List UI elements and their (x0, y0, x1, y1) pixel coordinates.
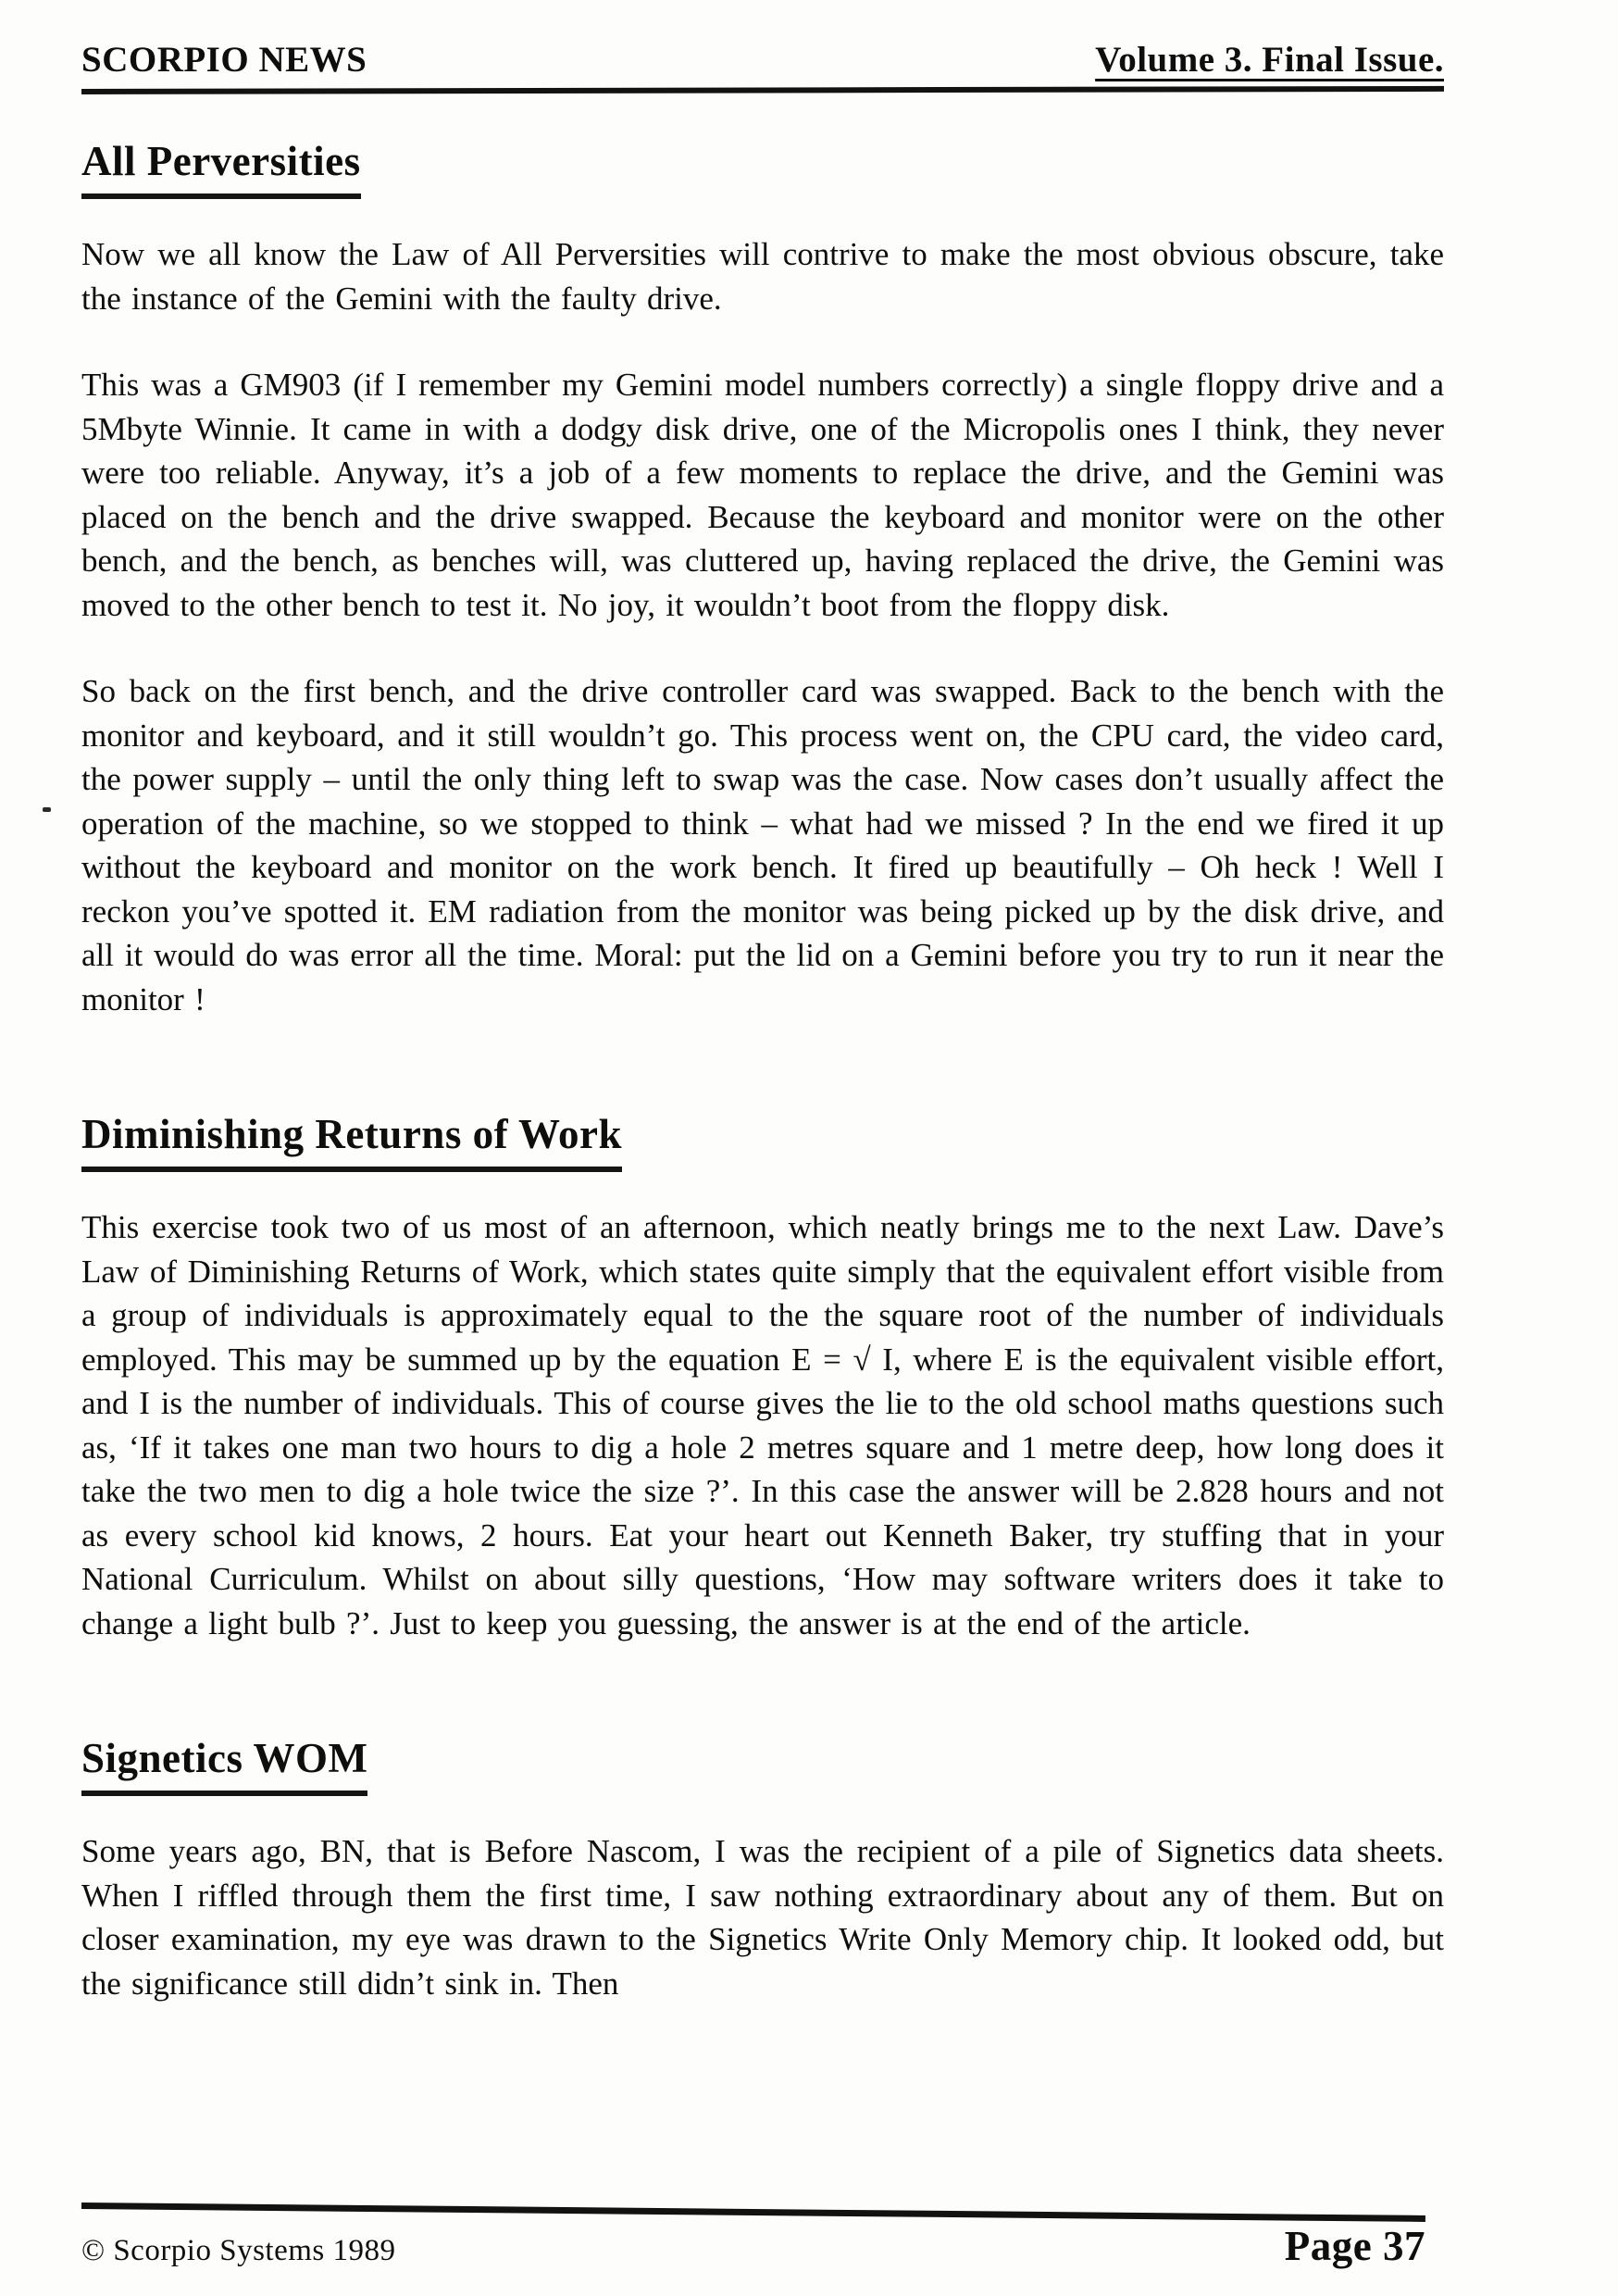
paragraph: Some years ago, BN, that is Before Nascom, I was the recipient of a pile of Signetics data sheets. When I riffled through them the first time, I saw nothing extraordinary about any of them. But on closer examination, my eye was drawn to the Signetics Write Only Memory chip. It looked odd, but the significance still didn’t sink in. Then (81, 1833, 1444, 2002)
footer-rule (81, 2202, 1425, 2222)
paragraph: Now we all know the Law of All Perversities will contrive to make the most obvious obscure, take the instance of the Gemini with the faulty drive. (81, 236, 1444, 317)
section-heading: All Perversities (81, 141, 361, 199)
page-number: Page 37 (1284, 2223, 1425, 2269)
page-header (81, 39, 1444, 81)
scan-artifact (43, 807, 51, 812)
section-heading: Signetics WOM (81, 1738, 367, 1796)
section-heading: Diminishing Returns of Work (81, 1114, 622, 1172)
section-diminishing-returns (81, 1064, 1444, 1645)
paragraph: So back on the first bench, and the drive controller card was swapped. Back to the bench with the monitor and keyboard, and it still wouldn’t go. This process went on, the CPU card, the video card, the power supply – until the only thing left to swap was the case. Now cases don’t usually affect the operation of the machine, so we stopped to think – what had we missed ? In the end we fired it up without the keyboard and monitor on the work bench. It fired up beautifully – Oh heck ! Well I reckon you’ve spotted it. EM radiation from the monitor was being picked up by the disk drive, and all it would do was error all the time. Moral: put the lid on a Gemini before you try to run it near the monitor ! (81, 673, 1444, 1017)
header-rule (81, 86, 1444, 94)
footer-row (81, 2222, 1425, 2270)
issue-label: Volume 3. Final Issue. (1095, 40, 1444, 80)
paragraph: This exercise took two of us most of an afternoon, which neatly brings me to the next Law. Dave’s Law of Diminishing Returns of Work, which states quite simply that the equivalent effort visible from a group of individuals is approximately equal to the the square root of the number of individuals employed. This may be summed up by the equation E = √ I, where E is the equivalent visible effort, and I is the number of individuals. This of course gives the lie to the old school maths questions such as, ‘If it takes one man two hours to dig a hole 2 metres square and 1 metre deep, how long does it take the two men to dig a hole twice the size ?’. In this case the answer will be 2.828 hours and not as every school kid knows, 2 hours. Eat your heart out Kenneth Baker, try stuffing that in your National Curriculum. Whilst on about silly questions, ‘How may software writers does it take to change a light bulb ?’. Just to keep you guessing, the answer is at the end of the article. (81, 1209, 1444, 1641)
page-footer (81, 2202, 1425, 2270)
article-body (81, 94, 1444, 2005)
section-all-perversities (81, 94, 1444, 1021)
paragraph: This was a GM903 (if I remember my Gemini model numbers correctly) a single floppy drive and a 5Mbyte Winnie. It came in with a dodgy disk drive, one of the Micropolis ones I think, they never were too reliable. Anyway, it’s a job of a few moments to replace the drive, and the Gemini was placed on the bench and the drive swapped. Because the keyboard and monitor were on the other bench, and the bench, as benches will, was cluttered up, having replaced the drive, the Gemini was moved to the other bench to test it. No joy, it wouldn’t boot from the floppy disk. (81, 367, 1444, 623)
section-signetics-wom (81, 1688, 1444, 2005)
page-content (81, 39, 1444, 2048)
copyright-text: © Scorpio Systems 1989 (81, 2234, 396, 2267)
publication-title: SCORPIO NEWS (81, 40, 367, 80)
